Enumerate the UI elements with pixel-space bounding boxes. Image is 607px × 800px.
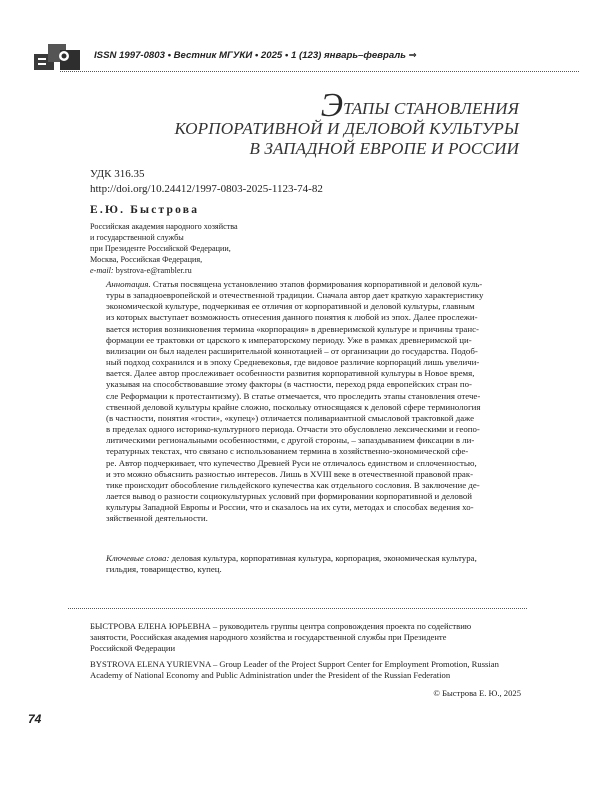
affiliation-line: Москва, Российская Федерация, <box>90 254 203 264</box>
keywords-first-line-text: деловая культура, корпоративная культура, корпорация, экономическая культура, <box>169 553 477 563</box>
abstract-line: формации ее трактовки от царского к императорскому периоду. Уже в рамках древнеримской ци- <box>106 334 472 345</box>
title-line-2: КОРПОРАТИВНОЙ И ДЕЛОВОЙ КУЛЬТУРЫ <box>174 119 519 138</box>
author-bio-en <box>90 659 524 681</box>
article-title <box>174 87 519 159</box>
running-head: ISSN 1997-0803 • Вестник МГУКИ • 2025 • 1 (123) январь–февраль ⇒ <box>94 50 417 61</box>
abstract-line: в пределах одного историко-культурного периода. Отчасти это обусловлено лексическими и геопо- <box>106 424 480 435</box>
keywords <box>106 553 514 575</box>
author-email-line <box>90 266 238 277</box>
abstract-line: литическими региональными особенностями, с другой стороны, – запаздыванием фиксации в ли- <box>106 435 475 446</box>
abstract-line: туры в западноевропейской и отечественной традиции. Сначала автор дает краткую характеристику <box>106 290 484 301</box>
bio-line: БЫСТРОВА ЕЛЕНА ЮРЬЕВНА – руководитель группы центра сопровождения проекта по содействию <box>90 621 472 631</box>
page-number: 74 <box>28 712 42 726</box>
abstract-line: ре. Автор подчеркивает, что купечество Древней Руси не отличалось единством и сплоченностью, <box>106 457 477 468</box>
email-label: e-mail: <box>90 265 114 275</box>
title-line-1 <box>174 87 519 124</box>
bio-line: занятости, Российская академия народного хозяйства и государственной службы при Президенте <box>90 632 447 643</box>
bio-line: Российской Федерации <box>90 643 176 654</box>
author-email[interactable]: bystrova-e@rambler.ru <box>115 265 192 275</box>
abstract-line: лается вывод о разности социокультурных условий при формировании корпоративной и деловой <box>106 490 473 501</box>
title-drop-cap: Э <box>320 87 344 124</box>
footer-divider <box>68 608 527 609</box>
udc-code: УДК 316.35 <box>90 168 145 180</box>
affiliation-line: Российская академия народного хозяйства <box>90 222 238 231</box>
journal-header <box>28 44 579 72</box>
bio-line: Academy of National Economy and Public Administration under the President of the Russian Federation <box>90 670 451 681</box>
abstract-label: Аннотация. <box>106 279 151 289</box>
abstract-first-line-text: Статья посвящена установлению этапов формирования корпоративной и деловой куль- <box>150 279 483 289</box>
article-meta <box>90 167 323 196</box>
title-line-1-text: ТАПЫ СТАНОВЛЕНИЯ <box>343 99 519 118</box>
affiliation-line: и государственной службы <box>90 232 184 242</box>
abstract-line: тике происходит обособление гильдейского купечества как отдельного сословия. В заключение де- <box>106 479 480 490</box>
keywords-line <box>106 553 514 564</box>
keywords-line: гильдия, товарищество, купец. <box>106 564 222 575</box>
abstract-line: указывая на способствовавшие этому факторы (в частности, переход ряда европейских стран по- <box>106 379 473 390</box>
author-affiliation <box>90 222 238 277</box>
doi-link[interactable]: http://doi.org/10.24412/1997-0803-2025-1123-74-82 <box>90 182 323 195</box>
keywords-label: Ключевые слова: <box>106 553 170 563</box>
abstract-line: тературных текстах, что связано с использованием термина в хозяйственно-экономической сфе- <box>106 446 469 457</box>
abstract-line: зяйственной деятельности. <box>106 513 208 524</box>
title-line-3: В ЗАПАДНОЙ ЕВРОПЕ И РОССИИ <box>249 139 519 158</box>
header-divider <box>60 71 579 72</box>
copyright-notice: © Быстрова Е. Ю., 2025 <box>433 688 521 698</box>
abstract-line: сле Реформации к протестантизму). В статье отмечается, что проследить этапы становления отече- <box>106 390 481 401</box>
affiliation-line: при Президенте Российской Федерации, <box>90 243 231 253</box>
abstract-line: (в частности, понятия «гости», «купец») отличается поливариантной смысловой трактовкой даже <box>106 412 475 423</box>
abstract-line: ный подход сохранился и в эпоху Средневековья, где видовое различие корпораций лишь увеличи- <box>106 357 480 368</box>
abstract-line: из которых выступает возможность отнесения данного понятия к любой из эпох. Далее прослежи- <box>106 312 478 323</box>
journal-logo-icon <box>34 44 80 70</box>
abstract-line: и это можно объяснить разностью интересов. Лишь в XVIII веке в отечественной правовой прак- <box>106 468 474 479</box>
abstract <box>106 279 514 524</box>
abstract-line: вается история возникновения термина «корпорация» в древнеримской культуре и причины транс- <box>106 323 479 334</box>
author-bio-ru <box>90 621 524 654</box>
bio-line: BYSTROVA ELENA YURIEVNA – Group Leader of the Project Support Center for Employment Promotion, Russian <box>90 659 499 669</box>
abstract-line: экономической культуре, подчеркивая ее отличия от корпоративной и деловой культуры, главным <box>106 301 475 312</box>
abstract-line: культуры Западной Европы и России, что и сказалось на их сути, методах и способах ведения хо- <box>106 502 474 513</box>
abstract-line: ственной деловой культуры крайне сложно, поскольку относящаяся к деловой сфере терминология <box>106 401 481 412</box>
author-name: Е.Ю. Быстрова <box>90 204 200 216</box>
abstract-line <box>106 279 514 290</box>
abstract-line: вается. Далее автор прослеживает особенности развития корпоративной культуры в Новое время, <box>106 368 475 379</box>
abstract-line: вилизации он был наделен расширительной коннотацией – от организации до государства. Подоб- <box>106 345 478 356</box>
